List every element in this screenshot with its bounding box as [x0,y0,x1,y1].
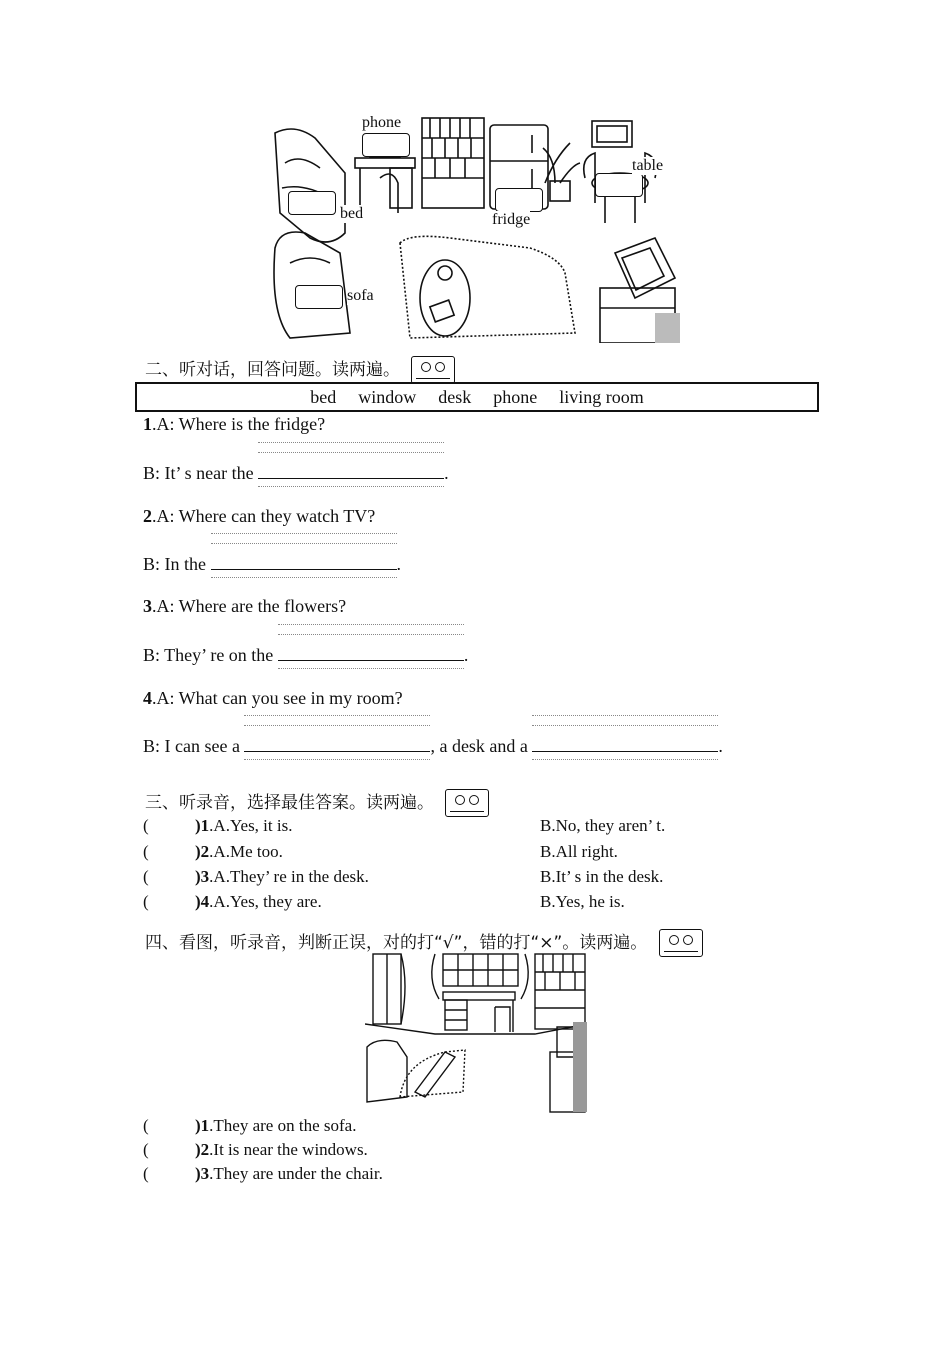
answer-blank[interactable] [532,733,718,752]
label-box-sofa [295,285,343,309]
section3-list [143,816,783,917]
answer-blank[interactable] [211,551,397,570]
cassette-icon [659,929,703,957]
section4-heading: 四、看图，听录音，判断正误，对的打“√”，错的打“×”。读两遍。 [145,928,703,957]
pic-label-fridge: fridge [492,211,531,228]
question-1: 1.A: Where is the fridge? [143,414,326,434]
answer-3: B: They’ re on the . [143,642,468,666]
label-box-bed [288,191,336,215]
pic-label-phone: phone [362,114,402,131]
choice-row: ( )4.A.Yes, they are. B.Yes, he is. [143,892,625,911]
answer-4: B: I can see a , a desk and a . [143,733,723,757]
room-illustration [270,113,680,343]
label-box-phone [362,133,410,157]
answer-1: B: It’ s near the . [143,460,449,484]
living-room-illustration [365,952,587,1114]
pic-label-table: table [632,157,664,174]
judge-row: ( )3.They are under the chair. [143,1164,383,1183]
answer-blank[interactable] [244,733,430,752]
section4-list [143,1116,643,1188]
pic-label-bed: bed [340,205,364,222]
question-2: 2.A: Where can they watch TV? [143,506,376,526]
word-bank-item: living room [559,386,644,407]
word-bank-item: phone [493,386,538,407]
question-3: 3.A: Where are the flowers? [143,596,347,616]
question-4: 4.A: What can you see in my room? [143,688,403,708]
answer-blank[interactable] [278,642,464,661]
pic-label-sofa: sofa [347,287,374,304]
living-room-drawing [365,952,587,1114]
choice-row: ( )1.A.Yes, it is. B.No, they aren’ t. [143,816,666,835]
word-bank-item: window [358,386,417,407]
cassette-icon [445,789,489,817]
word-bank-item: desk [438,386,472,407]
choice-row: ( )3.A.They’ re in the desk. B.It’ s in the desk. [143,867,664,886]
choice-row: ( )2.A.Me too. B.All right. [143,842,618,861]
judge-row: ( )1.They are on the sofa. [143,1116,357,1135]
word-bank [135,382,819,412]
label-box-fridge [495,188,543,212]
section2-heading: 二、听对话，回答问题。读两遍。 [145,355,455,384]
label-box-table [595,173,643,197]
section3-heading: 三、听录音，选择最佳答案。读两遍。 [145,788,489,817]
word-bank-item: bed [310,386,337,407]
answer-blank[interactable] [258,460,444,479]
answer-2: B: In the . [143,551,401,575]
judge-row: ( )2.It is near the windows. [143,1140,368,1159]
cassette-icon [411,356,455,384]
